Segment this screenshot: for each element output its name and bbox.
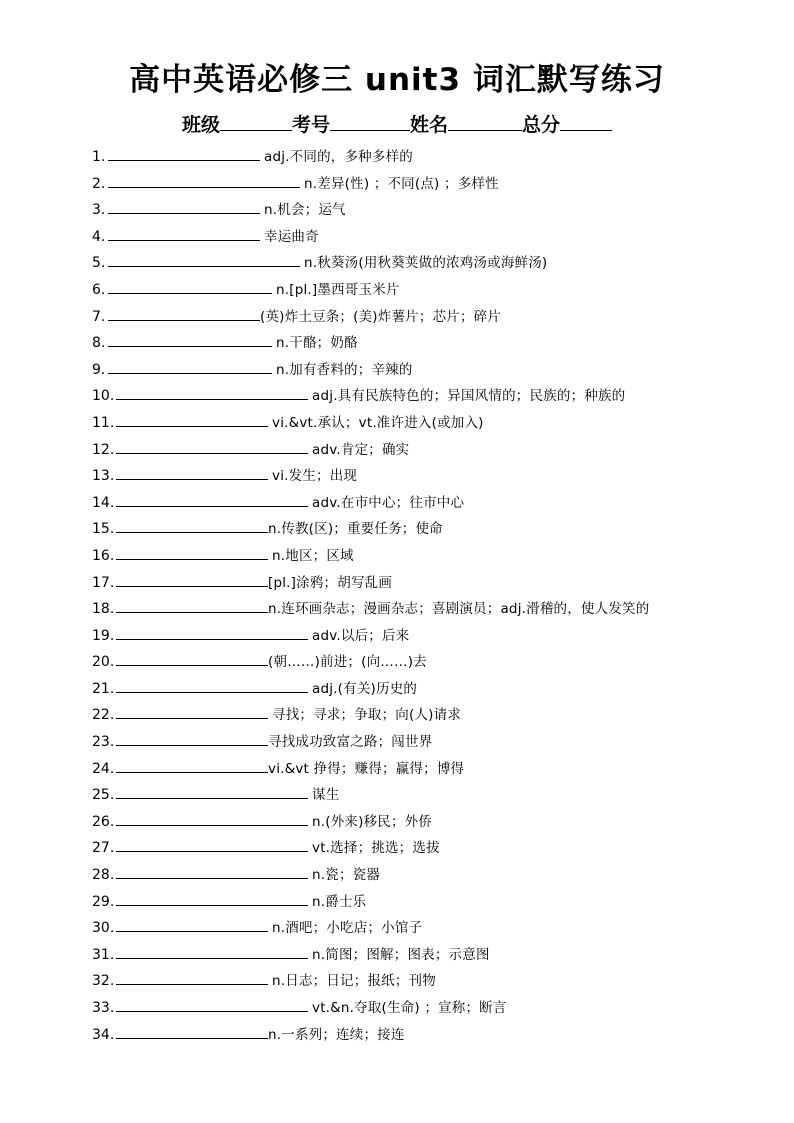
vocab-item	[92, 410, 782, 437]
answer-blank[interactable]	[116, 492, 308, 507]
answer-blank[interactable]	[116, 439, 308, 454]
answer-blank[interactable]	[116, 731, 268, 746]
answer-blank[interactable]	[116, 864, 308, 879]
vocab-item	[92, 437, 782, 464]
answer-blank[interactable]	[116, 837, 308, 852]
vocab-item	[92, 144, 782, 171]
answer-blank[interactable]	[116, 970, 268, 985]
item-number: 16.	[92, 547, 115, 564]
answer-blank[interactable]	[116, 572, 268, 587]
exam-number-label: 考号	[291, 114, 330, 136]
vocab-item	[92, 676, 782, 703]
item-number: 31.	[92, 946, 115, 963]
item-number: 21.	[92, 680, 115, 697]
answer-blank[interactable]	[108, 199, 260, 214]
answer-blank[interactable]	[116, 758, 268, 773]
item-number: 10.	[92, 388, 115, 405]
vocab-item	[92, 357, 782, 384]
item-number: 19.	[92, 627, 115, 644]
answer-blank[interactable]	[116, 678, 308, 693]
answer-blank[interactable]	[116, 545, 268, 560]
item-definition: (英)炸土豆条；(美)炸薯片；芯片；碎片	[260, 308, 502, 325]
vocab-item	[92, 570, 782, 597]
item-number: 24.	[92, 760, 115, 777]
item-number: 22.	[92, 707, 115, 724]
item-number: 7.	[92, 308, 106, 325]
item-definition: 谋生	[312, 787, 340, 804]
answer-blank[interactable]	[116, 704, 268, 719]
worksheet-title: 高中英语必修三 unit3 词汇默写练习	[129, 62, 665, 98]
vocab-item	[92, 729, 782, 756]
item-definition: 寻找成功致富之路；闯世界	[268, 734, 433, 751]
vocab-item	[92, 1022, 782, 1049]
item-number: 32.	[92, 973, 115, 990]
item-number: 8.	[92, 335, 106, 352]
vocabulary-list	[92, 144, 782, 1048]
item-definition: n.地区；区域	[272, 547, 354, 564]
class-label: 班级	[181, 114, 220, 136]
answer-blank[interactable]	[108, 332, 272, 347]
vocab-item	[92, 250, 782, 277]
item-definition: n.(外来)移民；外侨	[312, 813, 433, 830]
vocab-item	[92, 782, 782, 809]
name-blank[interactable]	[448, 112, 522, 131]
vocab-item	[92, 702, 782, 729]
answer-blank[interactable]	[116, 811, 308, 826]
item-definition: n.机会；运气	[264, 202, 346, 219]
item-definition: adv.肯定；确实	[312, 441, 410, 458]
answer-blank[interactable]	[116, 385, 308, 400]
item-definition: n.传教(区)；重要任务；使命	[268, 521, 443, 538]
vocab-item	[92, 942, 782, 969]
item-definition: n.[pl.]墨西哥玉米片	[276, 281, 400, 298]
item-definition: vi.&vt 挣得；赚得；赢得；博得	[268, 760, 465, 777]
vocab-item	[92, 543, 782, 570]
answer-blank[interactable]	[116, 651, 268, 666]
item-definition: n.酒吧；小吃店；小馆子	[272, 920, 423, 937]
item-number: 26.	[92, 813, 115, 830]
item-definition: n.日志；日记；报纸；刊物	[272, 973, 436, 990]
answer-blank[interactable]	[108, 306, 260, 321]
item-number: 13.	[92, 468, 115, 485]
answer-blank[interactable]	[116, 997, 308, 1012]
vocab-item	[92, 304, 782, 331]
item-number: 29.	[92, 893, 115, 910]
answer-blank[interactable]	[116, 944, 308, 959]
item-number: 28.	[92, 867, 115, 884]
item-number: 17.	[92, 574, 115, 591]
vocab-item	[92, 171, 782, 198]
answer-blank[interactable]	[116, 891, 308, 906]
answer-blank[interactable]	[116, 518, 268, 533]
item-definition: adv.在市中心；往市中心	[312, 494, 465, 511]
item-number: 20.	[92, 654, 115, 671]
item-definition: vi.&vt.承认；vt.准许进入(或加入)	[272, 414, 484, 431]
item-number: 23.	[92, 734, 115, 751]
answer-blank[interactable]	[108, 173, 300, 188]
answer-blank[interactable]	[116, 1024, 268, 1039]
vocab-item	[92, 463, 782, 490]
item-number: 3.	[92, 202, 106, 219]
item-definition: [pl.]涂鸦；胡写乱画	[268, 574, 393, 591]
item-definition: (朝……)前进；(向……)去	[268, 654, 427, 671]
vocab-item	[92, 516, 782, 543]
item-definition: n.爵士乐	[312, 893, 367, 910]
vocab-item	[92, 835, 782, 862]
vocab-item	[92, 862, 782, 889]
class-blank[interactable]	[220, 112, 292, 131]
item-definition: 寻找；寻求；争取；向(人)请求	[272, 707, 462, 724]
item-definition: adj.具有民族特色的；异国风情的；民族的；种族的	[312, 388, 626, 405]
item-definition: n.加有香料的；辛辣的	[276, 361, 413, 378]
item-definition: adj.不同的，多种多样的	[264, 149, 413, 165]
item-number: 34.	[92, 1026, 115, 1043]
answer-blank[interactable]	[108, 359, 272, 374]
item-number: 12.	[92, 441, 115, 458]
vocab-item	[92, 809, 782, 836]
score-blank[interactable]	[560, 112, 612, 131]
vocab-item	[92, 649, 782, 676]
item-definition: adj.(有关)历史的	[312, 680, 418, 697]
vocab-item	[92, 623, 782, 650]
item-number: 2.	[92, 175, 106, 192]
item-number: 1.	[92, 149, 106, 165]
answer-blank[interactable]	[108, 279, 272, 294]
item-number: 4.	[92, 228, 106, 245]
vocab-item	[92, 330, 782, 357]
answer-blank[interactable]	[116, 917, 268, 932]
item-definition: n.一系列；连续；接连	[268, 1026, 405, 1043]
item-number: 30.	[92, 920, 115, 937]
item-definition: n.连环画杂志；漫画杂志；喜剧演员；adj.滑稽的，使人发笑的	[268, 601, 650, 618]
item-definition: n.差异(性) ；不同(点) ；多样性	[304, 175, 499, 192]
vocab-item	[92, 224, 782, 251]
vocab-item	[92, 277, 782, 304]
vocab-item	[92, 968, 782, 995]
item-definition: n.干酪；奶酪	[276, 335, 358, 352]
item-number: 15.	[92, 521, 115, 538]
answer-blank[interactable]	[116, 598, 268, 613]
score-label: 总分	[522, 114, 561, 136]
answer-blank[interactable]	[108, 252, 300, 267]
item-definition: n.瓷；瓷器	[312, 867, 381, 884]
answer-blank[interactable]	[116, 465, 268, 480]
vocab-item	[92, 756, 782, 783]
vocab-item	[92, 383, 782, 410]
item-definition: adv.以后；后来	[312, 627, 410, 644]
answer-blank[interactable]	[116, 784, 308, 799]
item-definition: vi.发生；出现	[272, 468, 358, 485]
item-number: 14.	[92, 494, 115, 511]
item-number: 5.	[92, 255, 106, 272]
item-definition: vt.&n.夺取(生命) ；宣称；断言	[312, 1000, 507, 1016]
answer-blank[interactable]	[116, 412, 268, 427]
item-definition: vt.选择；挑选；选拔	[312, 840, 440, 857]
vocab-item	[92, 596, 782, 623]
item-definition: 幸运曲奇	[264, 228, 319, 245]
item-number: 25.	[92, 787, 115, 804]
item-number: 11.	[92, 414, 115, 431]
item-number: 33.	[92, 1000, 115, 1016]
name-label: 姓名	[410, 114, 449, 136]
answer-blank[interactable]	[108, 146, 260, 161]
item-number: 27.	[92, 840, 115, 857]
item-definition: n.简图；图解；图表；示意图	[312, 946, 490, 963]
item-number: 9.	[92, 361, 106, 378]
vocab-item	[92, 915, 782, 942]
vocab-item	[92, 995, 782, 1022]
vocab-item	[92, 889, 782, 916]
exam-number-blank[interactable]	[330, 112, 410, 131]
answer-blank[interactable]	[108, 226, 260, 241]
item-definition: n.秋葵汤(用秋葵荚做的浓鸡汤或海鲜汤)	[304, 255, 548, 272]
vocab-item	[92, 197, 782, 224]
vocab-item	[92, 490, 782, 517]
item-number: 18.	[92, 601, 115, 618]
item-number: 6.	[92, 281, 106, 298]
answer-blank[interactable]	[116, 625, 308, 640]
student-info-row	[0, 111, 794, 139]
